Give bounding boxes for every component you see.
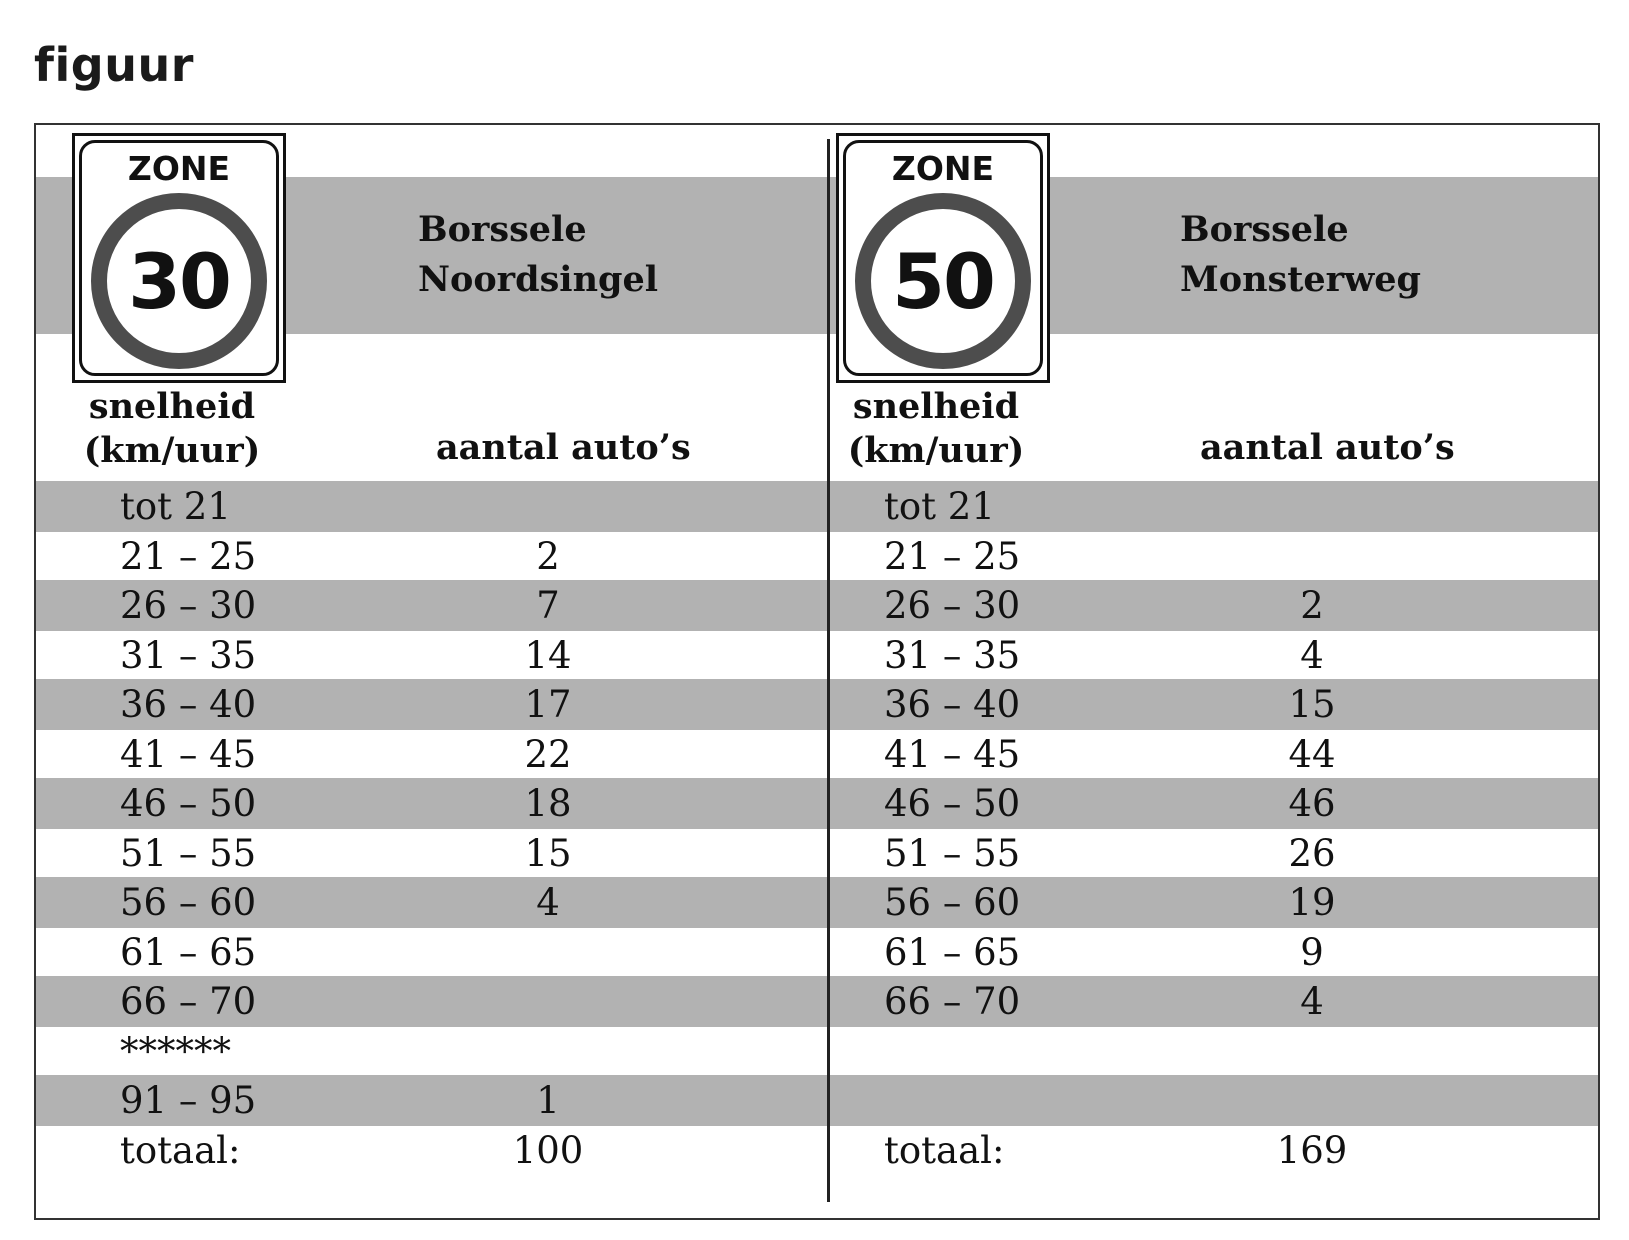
- sign-border: [79, 140, 279, 376]
- figure-title: figuur: [34, 38, 194, 92]
- speed-range-cell: 61 – 65: [884, 930, 1021, 974]
- speed-column-header: [52, 385, 292, 473]
- speed-range-cell: 66 – 70: [120, 980, 257, 1023]
- car-count-cell: 7: [536, 584, 560, 627]
- sign-speed-number: 50: [892, 236, 994, 326]
- car-count-cell: [1252, 1026, 1372, 1077]
- car-count-cell: [488, 481, 608, 532]
- car-count-cell: 2: [1300, 584, 1324, 627]
- car-count-cell: 14: [524, 633, 572, 677]
- location-line: Borssele: [1180, 209, 1349, 250]
- car-count-cell: 44: [1288, 732, 1336, 776]
- location-line: Borssele: [418, 209, 587, 250]
- car-count-cell: 4: [536, 881, 560, 924]
- car-count-cell: [1252, 531, 1372, 582]
- car-count-cell: 17: [524, 683, 572, 726]
- speed-limit-ring-icon: [855, 193, 1031, 369]
- car-count-cell: 9: [1300, 930, 1324, 974]
- car-count-cell: 26: [1288, 831, 1336, 875]
- car-count-cell: 15: [524, 831, 572, 875]
- speed-range-cell: 41 – 45: [884, 732, 1021, 776]
- car-count-cell: 19: [1288, 881, 1336, 924]
- speed-range-cell: 31 – 35: [884, 633, 1021, 677]
- car-count-cell: [488, 927, 608, 978]
- speed-column-header: [816, 385, 1056, 473]
- speed-tables-figure: [34, 123, 1600, 1220]
- car-count-cell: 4: [1300, 980, 1324, 1023]
- car-count-cell: [488, 976, 608, 1027]
- location-line: Monsterweg: [1180, 259, 1421, 300]
- car-count-cell: [1252, 1075, 1372, 1126]
- car-count-cell: 4: [1300, 633, 1324, 677]
- count-column-header: aantal auto’s: [436, 427, 691, 468]
- speed-range-cell: 51 – 55: [120, 831, 257, 875]
- sign-zone-label: ZONE: [891, 149, 995, 188]
- location-name: [1180, 205, 1421, 305]
- speed-range-cell: 21 – 25: [884, 534, 1021, 578]
- speed-range-cell: 36 – 40: [120, 683, 257, 726]
- sign-border: [843, 140, 1043, 376]
- header-line: snelheid: [852, 386, 1020, 427]
- car-count-cell: 18: [524, 782, 572, 825]
- car-count-cell: 2: [536, 534, 560, 578]
- speed-range-cell: ******: [120, 1029, 231, 1073]
- speed-range-cell: 46 – 50: [884, 782, 1021, 825]
- speed-range-cell: 51 – 55: [884, 831, 1021, 875]
- count-column-header: aantal auto’s: [1200, 427, 1455, 468]
- car-count-cell: 22: [524, 732, 572, 776]
- speed-range-cell: tot 21: [884, 485, 995, 528]
- total-value: 100: [512, 1128, 584, 1172]
- header-line: snelheid: [88, 386, 256, 427]
- speed-range-cell: 26 – 30: [884, 584, 1021, 627]
- total-label: totaal:: [884, 1128, 1005, 1172]
- header-line: (km/uur): [83, 430, 261, 471]
- speed-range-cell: 21 – 25: [120, 534, 257, 578]
- speed-range-cell: tot 21: [120, 485, 231, 528]
- zone-50-sign: [836, 133, 1050, 383]
- car-count-cell: 15: [1288, 683, 1336, 726]
- location-line: Noordsingel: [418, 259, 659, 300]
- zone-30-sign: [72, 133, 286, 383]
- speed-range-cell: 46 – 50: [120, 782, 257, 825]
- total-value: 169: [1276, 1128, 1348, 1172]
- car-count-cell: 46: [1288, 782, 1336, 825]
- sign-speed-number: 30: [128, 236, 230, 326]
- speed-range-cell: [884, 1075, 1104, 1126]
- total-label: totaal:: [120, 1128, 241, 1172]
- speed-limit-ring-icon: [91, 193, 267, 369]
- sign-zone-label: ZONE: [127, 149, 231, 188]
- speed-range-cell: 56 – 60: [884, 881, 1021, 924]
- car-count-cell: [488, 1026, 608, 1077]
- speed-range-cell: 36 – 40: [884, 683, 1021, 726]
- speed-range-cell: 66 – 70: [884, 980, 1021, 1023]
- speed-range-cell: 56 – 60: [120, 881, 257, 924]
- location-name: [418, 205, 658, 305]
- speed-range-cell: 41 – 45: [120, 732, 257, 776]
- speed-range-cell: [884, 1026, 1104, 1077]
- speed-range-cell: 61 – 65: [120, 930, 257, 974]
- header-line: (km/uur): [847, 430, 1025, 471]
- car-count-cell: 1: [536, 1079, 560, 1122]
- column-divider: [827, 139, 830, 1202]
- speed-range-cell: 26 – 30: [120, 584, 257, 627]
- speed-range-cell: 31 – 35: [120, 633, 257, 677]
- car-count-cell: [1252, 481, 1372, 532]
- speed-range-cell: 91 – 95: [120, 1079, 257, 1122]
